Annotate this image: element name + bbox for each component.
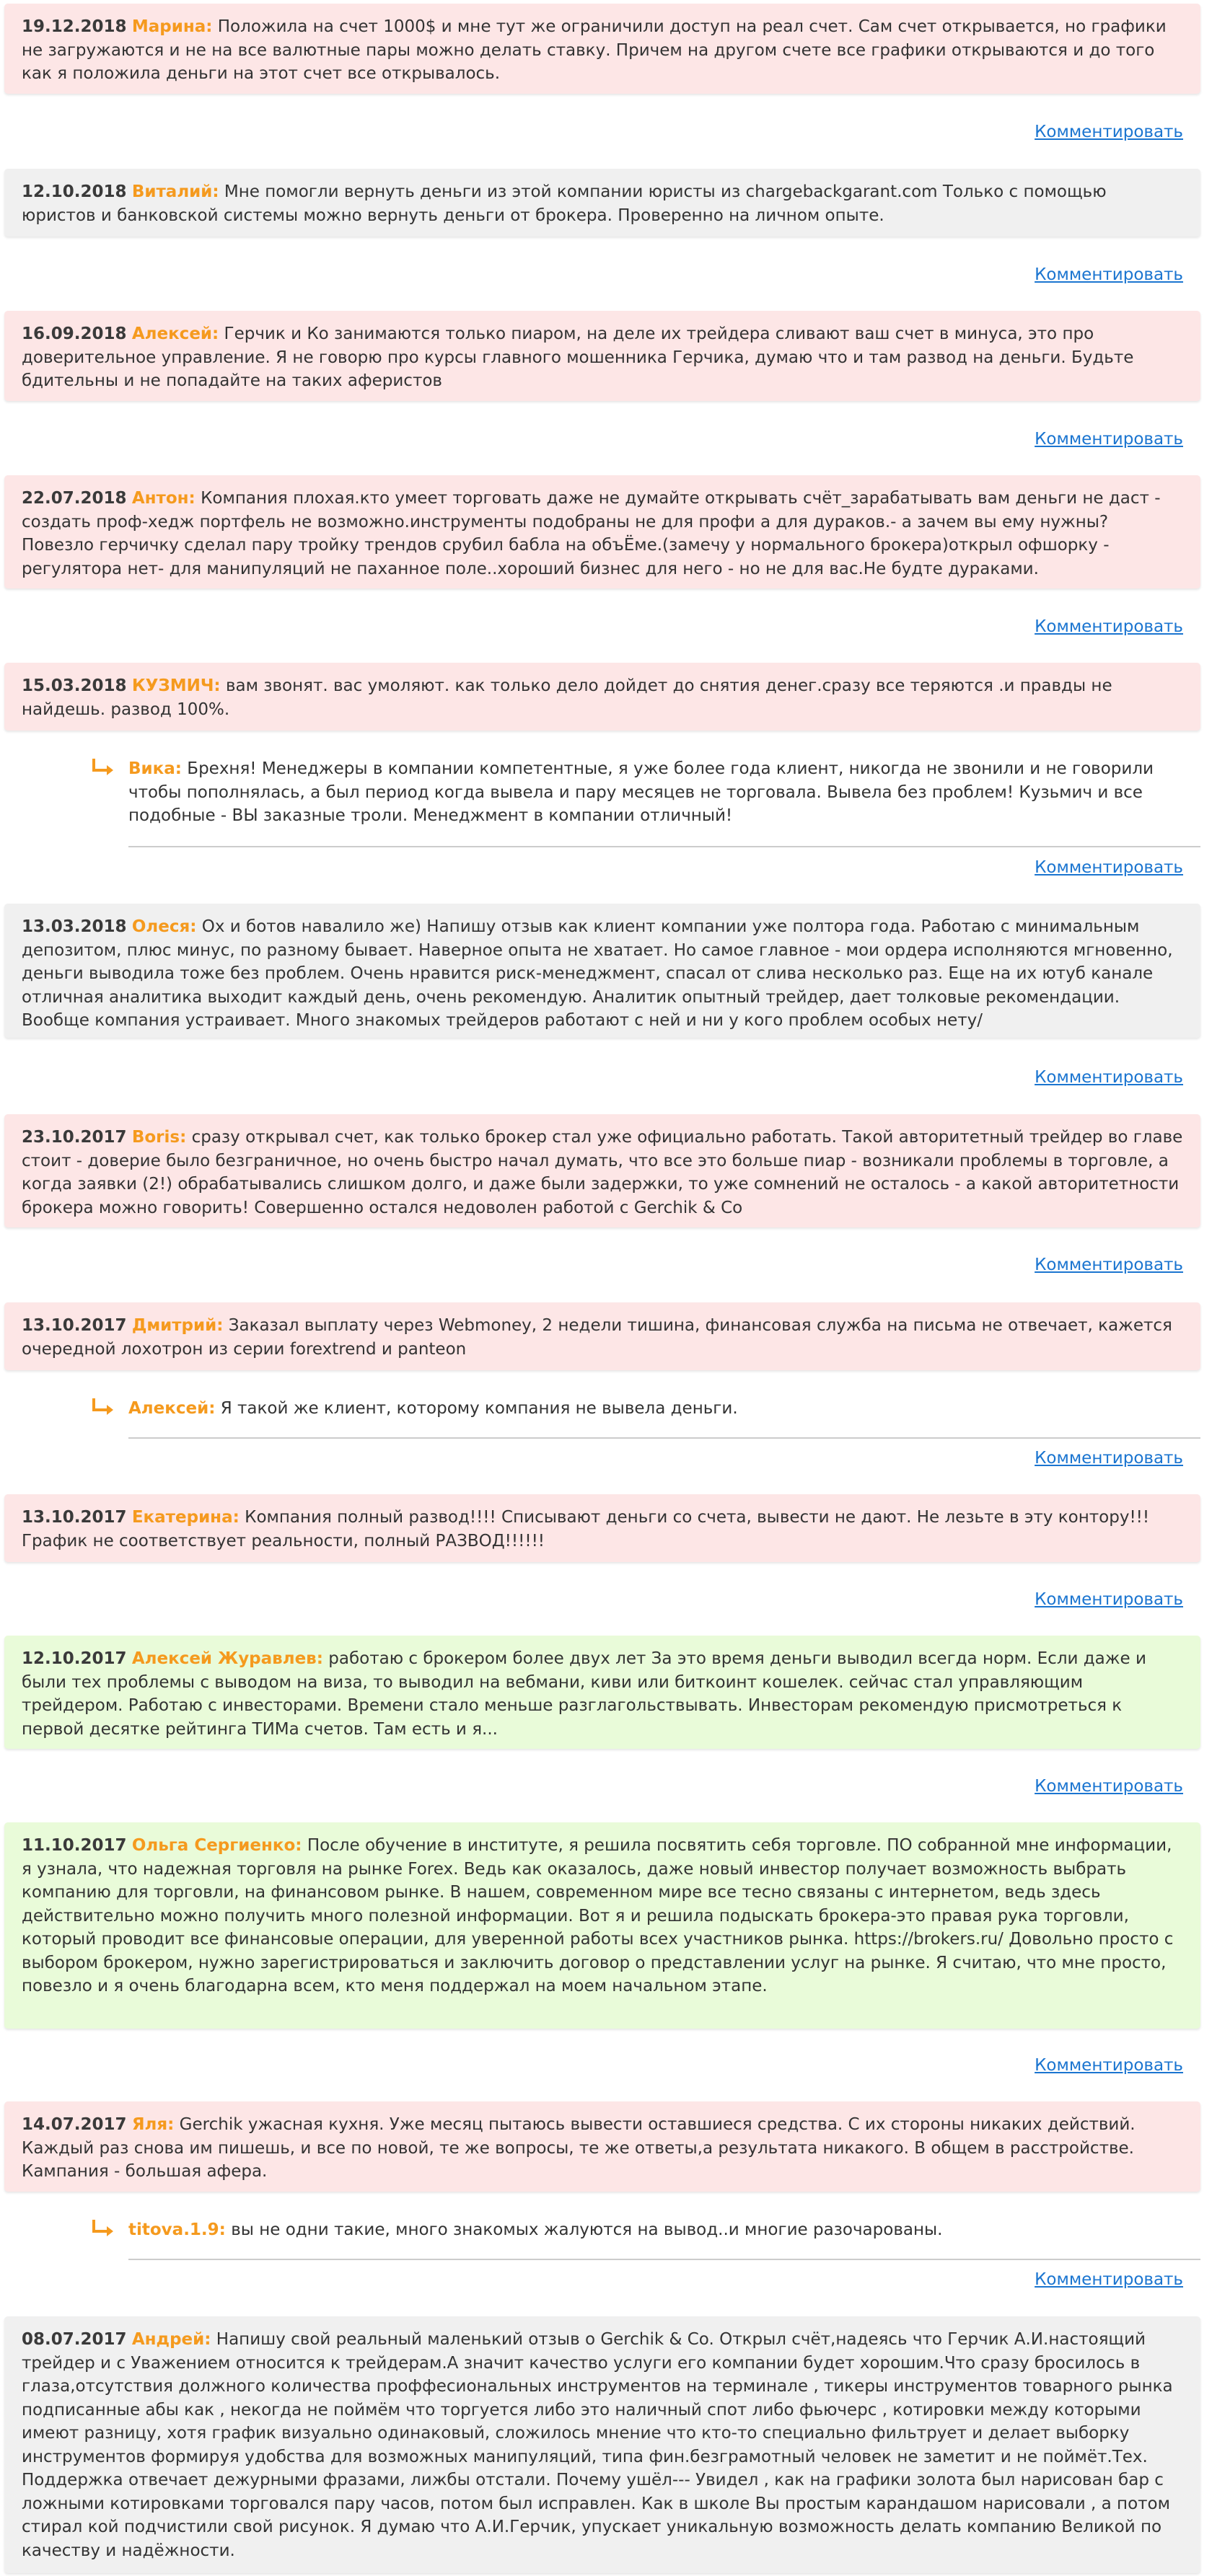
comment-link[interactable]: Комментировать	[1035, 1256, 1183, 1274]
review-card	[4, 169, 1200, 237]
review-author: Антон:	[131, 489, 196, 508]
review-date: 19.12.2018	[22, 17, 127, 36]
comment-link[interactable]: Комментировать	[1035, 1777, 1183, 1796]
comment-link[interactable]: Комментировать	[1035, 2056, 1183, 2075]
review-author: Олеся:	[131, 917, 197, 936]
review-card	[4, 904, 1200, 1038]
review-date: 13.03.2018	[22, 917, 127, 936]
review-card	[4, 2316, 1200, 2573]
reply	[128, 757, 1200, 847]
reply	[128, 1397, 1200, 1439]
review-card	[4, 2101, 1200, 2192]
reply-text: Брехня! Менеджеры в компании компетентные, я уже более года клиент, никогда не звонили и не говорили чтобы пополнялась, а был период когда вывела и пару месяцев не торговала. Вывела без проблем! Кузьмич и все подобные - ВЫ заказные троли. Менеджмент в компании отличный!	[128, 759, 1154, 825]
comment-link[interactable]: Комментировать	[1035, 858, 1183, 877]
review-author: Ольга Сергиенко:	[131, 1836, 302, 1855]
review-author: Екатерина:	[131, 1508, 240, 1527]
comment-link[interactable]: Комментировать	[1035, 123, 1183, 141]
comment-link[interactable]: Комментировать	[1035, 1590, 1183, 1609]
review-card	[4, 1636, 1200, 1749]
review-date: 13.10.2017	[22, 1508, 127, 1527]
review-author: Дмитрий:	[131, 1316, 224, 1335]
review-text: работаю с брокером более двух лет За это время деньги выводил всегда норм. Если даже и были тех проблемы с выводом на виза, то выводил на вебмани, киви или биткоинт кошелек. сейчас стал управляющим трейдером. Работаю с инвесторами. Времени стало меньше разглагольствывать. Инвесторам рекомендую присмотреться к первой десятке рейтинга ТИМа счетов. Там есть и я...	[22, 1649, 1146, 1739]
review-card	[4, 663, 1200, 731]
reply	[128, 2218, 1200, 2260]
review-date: 15.03.2018	[22, 676, 127, 695]
review-author: Андрей:	[131, 2330, 211, 2349]
review-card	[4, 4, 1200, 94]
review-author: Марина:	[131, 17, 213, 36]
review-author: КУЗМИЧ:	[131, 676, 221, 695]
review-date: 23.10.2017	[22, 1128, 127, 1147]
review-text: Ох и ботов навалило же) Напишу отзыв как клиент компании уже полтора года. Работаю с минимальным депозитом, плюс минус, по разному бывает. Наверное опыта не хватает. Но самое главное - мои ордера исполняются мгновенно, деньги выводила тоже без проблем. Очень нравится риск-менеджмент, спасал от слива несколько раз. Еще на их ютуб канале отличная аналитика выходит каждый день, очень рекомендую. Аналитик опытный трейдер, дает толковые рекомендации. Вообще компания устраивает. Много знакомых трейдеров работают с ней и ни у кого проблем особых нету/	[22, 917, 1173, 1030]
review-author: Яля:	[131, 2115, 175, 2134]
review-text: сразу открывал счет, как только брокер стал уже официально работать. Такой авторитетный трейдер во главе стоит - доверие было безграничное, но очень быстро начал думать, что все это больше пиар - возникали проблемы в торговле, а когда заявки (2!) обрабатывались слишком долго, и даже были задержки, то уже сомнений не осталось - а какой авторитетности брокера можно говорить! Совершенно остался недоволен работой с Gerchik & Co	[22, 1128, 1183, 1217]
review-text: Компания полный развод!!!! Списывают деньги со счета, вывести не дают. Не лезьте в эту контору!!! График не соответствует реальности, полный РАЗВОД!!!!!!	[22, 1508, 1150, 1551]
review-date: 08.07.2017	[22, 2330, 127, 2349]
review-card	[4, 1302, 1200, 1370]
reply-author: Вика:	[128, 759, 182, 778]
comment-link[interactable]: Комментировать	[1035, 265, 1183, 284]
review-text: вам звонят. вас умоляют. как только дело дойдет до снятия денег.сразу все теряются .и правды не найдешь. развод 100%.	[22, 676, 1112, 719]
reply-arrow-icon	[89, 2218, 115, 2240]
review-text: Компания плохая.кто умеет торговать даже не думайте открывать счёт_зарабатывать вам деньги не даст - создать проф-хедж портфель не возможно.инструменты подобраны не для профи а для дураков.- а зачем вы ему нужны? Повезло герчичку сделал пару тройку трендов срубил бабла на объЁме.(замечу у нормального брокера)открыл офшорку - регулятора нет- для манипуляций не паханное поле..хороший бизнес для него - но не для вас.Не будте дураками.	[22, 489, 1161, 578]
reply-arrow-icon	[89, 757, 115, 779]
review-date: 13.10.2017	[22, 1316, 127, 1335]
review-text: Напишу свой реальный маленький отзыв о Gerchik & Co. Открыл счёт,надеясь что Герчик А.И.настоящий трейдер и с Уважением относится к трейдерам.А значит качество услуги его компании будет хорошим.Что сразу бросилось в глаза,отсутствия должного количества проффесиональных инструментов на терминале , тикеры инструментов товарного рынка подписанные абы как , некогда не поймём что торгуется либо это наличный спот либо фьючерс , котировки между которыми имеют разницу, хотя график визуально одинаковый, сложилось мнение что кто-то специально фильтрует и делает выборку инструментов формируя удобства для возможных манипуляций, типа фин.безграмотный человек не заметит и не поймёт.Тех. Поддержка отвечает дежурными фразами, лижбы отстали. Почему ушёл--- Увидел , как на графики золота был нарисован бар с ложными котировками торговался пару часов, потом был исправлен. Как в школе Вы простым карандашом нарисовали , а потом стирал кой подчистили свой рисунок. Я думаю что А.И.Герчик, упускает уникальную возможность делать компанию Великой по качеству и надёжности.	[22, 2330, 1173, 2560]
review-card	[4, 1494, 1200, 1562]
review-text: Gerchik ужасная кухня. Уже месяц пытаюсь вывести оставшиеся средства. С их стороны никаких действий. Каждый раз снова им пишешь, и все по новой, те же вопросы, те же ответы,а результата никакого. В общем в расстройстве. Кампания - большая афера.	[22, 2115, 1136, 2181]
review-author: Boris:	[131, 1128, 187, 1147]
review-card	[4, 311, 1200, 401]
review-card	[4, 475, 1200, 588]
review-text: Положила на счет 1000$ и мне тут же ограничили доступ на реал счет. Сам счет открывается, но графики не загружаются и не на все валютные пары можно делать ставку. Причем на другом счете все графики открываются и до того как я положила деньги на этот счет все открывалось.	[22, 17, 1167, 83]
comment-link[interactable]: Комментировать	[1035, 2270, 1183, 2289]
review-date: 12.10.2018	[22, 182, 127, 201]
review-card	[4, 1822, 1200, 2029]
review-date: 22.07.2018	[22, 489, 127, 508]
review-date: 12.10.2017	[22, 1649, 127, 1668]
review-text: Мне помогли вернуть деньги из этой компании юристы из chargebackgarant.com Только с помощью юристов и банковской системы можно вернуть деньги от брокера. Проверенно на личном опыте.	[22, 182, 1107, 225]
review-text: Герчик и Ко занимаются только пиаром, на деле их трейдера сливают ваш счет в минуса, это про доверительное управление. Я не говорю про курсы главного мошенника Герчика, думаю что и там развод на деньги. Будьте бдительны и не попадайте на таких аферистов	[22, 325, 1134, 390]
review-text: Заказал выплату через Webmoney, 2 недели тишина, финансовая служба на письма не отвечает, кажется очередной лохотрон из серии forextrend и panteon	[22, 1316, 1172, 1359]
review-text: После обучение в институте, я решила посвятить себя торговле. ПО собранной мне информации, я узнала, что надежная торговля на рынке Forex. Ведь как оказалось, даже новый инвестор получает возможность выбрать компанию для торговли, на финансовом рынке. В нашем, современном мире все тесно связаны с интернетом, ведь здесь действительно можно получить много полезной информации. Вот я и решила подыскать брокера-это правая рука торговли, который проводит все финансовые операции, для уверенной работы всех участников рынка. https://brokers.ru/ Довольно просто с выбором брокером, нужно зарегистрироваться и заключить договор о представлении услуг на рынке. Я считаю, что мне просто, повезло и я очень благодарна всем, кто меня поддержал на моем начальном этапе.	[22, 1836, 1174, 1995]
comment-link[interactable]: Комментировать	[1035, 1068, 1183, 1087]
review-date: 16.09.2018	[22, 325, 127, 343]
reply-text: вы не одни такие, много знакомых жалуются на вывод..и многие разочарованы.	[231, 2220, 943, 2239]
review-card	[4, 1114, 1200, 1227]
reply-arrow-icon	[89, 1397, 115, 1419]
review-author: Виталий:	[131, 182, 219, 201]
reply-author: titova.1.9:	[128, 2220, 226, 2239]
review-date: 14.07.2017	[22, 2115, 127, 2134]
comment-link[interactable]: Комментировать	[1035, 617, 1183, 636]
review-author: Алексей:	[131, 325, 219, 343]
comment-link[interactable]: Комментировать	[1035, 430, 1183, 449]
reply-text: Я такой же клиент, которому компания не вывела деньги.	[220, 1399, 738, 1418]
review-author: Алексей Журавлев:	[131, 1649, 323, 1668]
review-date: 11.10.2017	[22, 1836, 127, 1855]
comment-link[interactable]: Комментировать	[1035, 1449, 1183, 1468]
reply-author: Алексей:	[128, 1399, 216, 1418]
